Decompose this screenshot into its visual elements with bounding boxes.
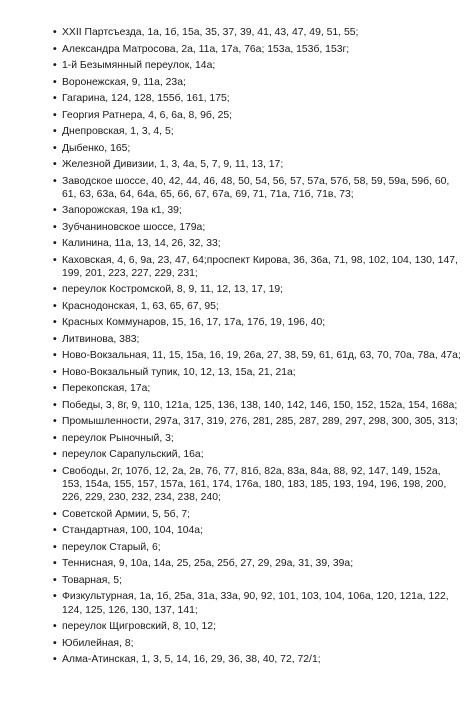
list-item-text: Алма-Атинская, 1, 3, 5, 14, 16, 29, 36, 38, 40, 72, 72/1; (62, 654, 321, 666)
bullet-icon: • (53, 254, 57, 266)
list-item (0, 541, 475, 554)
list-item-text: Железной Дивизии, 1, 3, 4а, 5, 7, 9, 11, 13, 17; (62, 159, 284, 170)
list-item-text: Перекопская, 17а; (62, 383, 151, 395)
list-item (0, 300, 475, 313)
list-item (0, 415, 475, 428)
bullet-icon: • (53, 76, 57, 88)
bullet-icon: • (53, 333, 57, 345)
bullet-icon: • (53, 27, 57, 38)
bullet-icon: • (53, 126, 57, 137)
list-item-text: Ново-Вокзальная, 11, 15, 15а, 16, 19, 26а, 27, 38, 59, 61, 61д, 63, 70, 70а, 78а, 47а; (62, 350, 461, 362)
list-item-text: переулок Костромской, 8, 9, 11, 12, 13, 17, 19; (62, 284, 284, 296)
bullet-icon: • (53, 591, 57, 603)
list-item (0, 125, 475, 138)
list-item-text: Стандартная, 100, 104, 104а; (62, 525, 203, 537)
bullet-icon: • (53, 93, 57, 104)
list-item-text: Дыбенко, 165; (62, 142, 131, 154)
list-item-text: Победы, 3, 8г, 9, 110, 121а, 125, 136, 138, 140, 142, 146, 150, 152, 152а, 154, 168а; (62, 399, 458, 411)
list-item-text: переулок Рыночный, 3; (62, 432, 174, 444)
list-item (0, 349, 475, 362)
list-item-text: Днепровская, 1, 3, 4, 5; (62, 126, 174, 137)
list-item-text: Советской Армии, 5, 5б, 7; (62, 508, 191, 520)
bullet-icon: • (53, 221, 57, 233)
list-item (0, 382, 475, 395)
list-item (0, 26, 475, 39)
list-item (0, 175, 475, 201)
bullet-icon: • (53, 432, 57, 444)
list-item (0, 142, 475, 155)
bullet-icon: • (53, 284, 57, 296)
list-item (0, 283, 475, 296)
list-item-text: Литвинова, 383; (62, 333, 140, 345)
list-item (0, 448, 475, 461)
list-item-text: Зубчаниновское шоссе, 179а; (62, 221, 206, 233)
list-item-text: Свободы, 2г, 107б, 12, 2а, 2в, 76, 77, 81б, 82а, 83а, 84а, 88, 92, 147, 149, 152а, 153, 154а, 155, 157, 157а, 161, 174, 176а, 180, 183, 185, 193, 194, 196, 198, 200, 226, 229, 230, 232, 234, 238, 240; (62, 465, 447, 504)
bullet-icon: • (53, 399, 57, 411)
list-item (0, 221, 475, 234)
list-item-text: Воронежская, 9, 11а, 23а; (62, 76, 186, 88)
list-item-text: Гагарина, 124, 128, 155б, 161, 175; (62, 93, 230, 104)
bullet-icon: • (53, 205, 57, 217)
bullet-icon: • (53, 508, 57, 520)
list-item (0, 653, 475, 666)
list-item (0, 43, 475, 56)
list-item-text: Калинина, 11а, 13, 14, 26, 32, 33; (62, 238, 221, 250)
list-item (0, 465, 475, 505)
list-item-text: Георгия Ратнера, 4, 6, 6а, 8, 9б, 25; (62, 109, 233, 121)
list-item-text: Заводское шоссе, 40, 42, 44, 46, 48, 50, 54, 56, 57, 57а, 57б, 58, 59, 59а, 59б, 60, 61, 63, 63а, 64, 64а, 65, 66, 67, 67а, 69, 71, 71а, 71б, 71в, 73; (62, 175, 450, 200)
bullet-icon: • (53, 350, 57, 362)
list-item (0, 59, 475, 72)
bullet-icon: • (53, 109, 57, 121)
list-item (0, 637, 475, 650)
list-item (0, 109, 475, 122)
bullet-icon: • (53, 654, 57, 666)
list-item (0, 557, 475, 570)
list-item (0, 620, 475, 633)
list-item-text: Краснодонская, 1, 63, 65, 67, 95; (62, 300, 219, 312)
bullet-icon: • (53, 574, 57, 586)
bullet-icon: • (53, 300, 57, 312)
bullet-icon: • (53, 525, 57, 537)
bullet-icon: • (53, 175, 57, 187)
list-item-text: XXII Партсъезда, 1а, 1б, 15а, 35, 37, 39, 41, 43, 47, 49, 51, 55; (62, 27, 359, 38)
bullet-icon: • (53, 465, 57, 477)
bullet-icon: • (53, 416, 57, 428)
list-item (0, 508, 475, 521)
list-item-text: Товарная, 5; (62, 574, 122, 586)
list-item (0, 524, 475, 537)
list-item (0, 204, 475, 217)
list-item-text: переулок Старый, 6; (62, 541, 161, 553)
list-item-text: Физкультурная, 1а, 1б, 25а, 31а, 33а, 90, 92, 101, 103, 104, 106а, 120, 121а, 122, 124, 125, 126, 130, 137, 141; (62, 591, 449, 616)
list-item-text: Александра Матросова, 2а, 11а, 17а, 76а; 153а, 153б, 153г; (62, 43, 350, 55)
list-item (0, 574, 475, 587)
bullet-icon: • (53, 317, 57, 329)
list-item-text: Ново-Вокзальный тупик, 10, 12, 13, 15а, 21, 21а; (62, 366, 296, 378)
list-item (0, 158, 475, 171)
bullet-icon: • (53, 621, 57, 633)
bullet-icon: • (53, 366, 57, 378)
list-item-text: Красных Коммунаров, 15, 16, 17, 17а, 17б, 19, 196, 40; (62, 317, 326, 329)
bullet-icon: • (53, 238, 57, 250)
bullet-icon: • (53, 637, 57, 649)
list-item (0, 76, 475, 89)
bullet-icon: • (53, 60, 57, 71)
bullet-icon: • (53, 558, 57, 570)
list-item-text: Промышленности, 297а, 317, 319, 276, 281, 285, 287, 289, 297, 298, 300, 305, 313; (62, 416, 458, 428)
street-list (0, 26, 475, 670)
bullet-icon: • (53, 159, 57, 170)
list-item (0, 316, 475, 329)
bullet-icon: • (53, 142, 57, 154)
bullet-icon: • (53, 43, 57, 55)
list-item (0, 432, 475, 445)
list-item (0, 254, 475, 280)
list-item-text: Юбилейная, 8; (62, 637, 134, 649)
list-item-text: Каховская, 4, 6, 9а, 23, 47, 64;проспект Кирова, 36, 36а, 71, 98, 102, 104, 130, 147, 199, 201, 223, 227, 229, 231; (62, 254, 458, 279)
list-item (0, 237, 475, 250)
list-item (0, 399, 475, 412)
list-item (0, 333, 475, 346)
list-item-text: Запорожская, 19а к1, 39; (62, 205, 182, 217)
list-item (0, 366, 475, 379)
bullet-icon: • (53, 449, 57, 461)
bullet-icon: • (53, 383, 57, 395)
list-item-text: 1-й Безымянный переулок, 14а; (62, 60, 216, 71)
list-item-text: переулок Сарапульский, 16а; (62, 449, 204, 461)
list-item (0, 590, 475, 616)
list-item-text: Теннисная, 9, 10а, 14а, 25, 25а, 25б, 27, 29, 29а, 31, 39, 39а; (62, 558, 354, 570)
bullet-icon: • (53, 541, 57, 553)
list-item-text: переулок Щигровский, 8, 10, 12; (62, 621, 216, 633)
list-item (0, 92, 475, 105)
